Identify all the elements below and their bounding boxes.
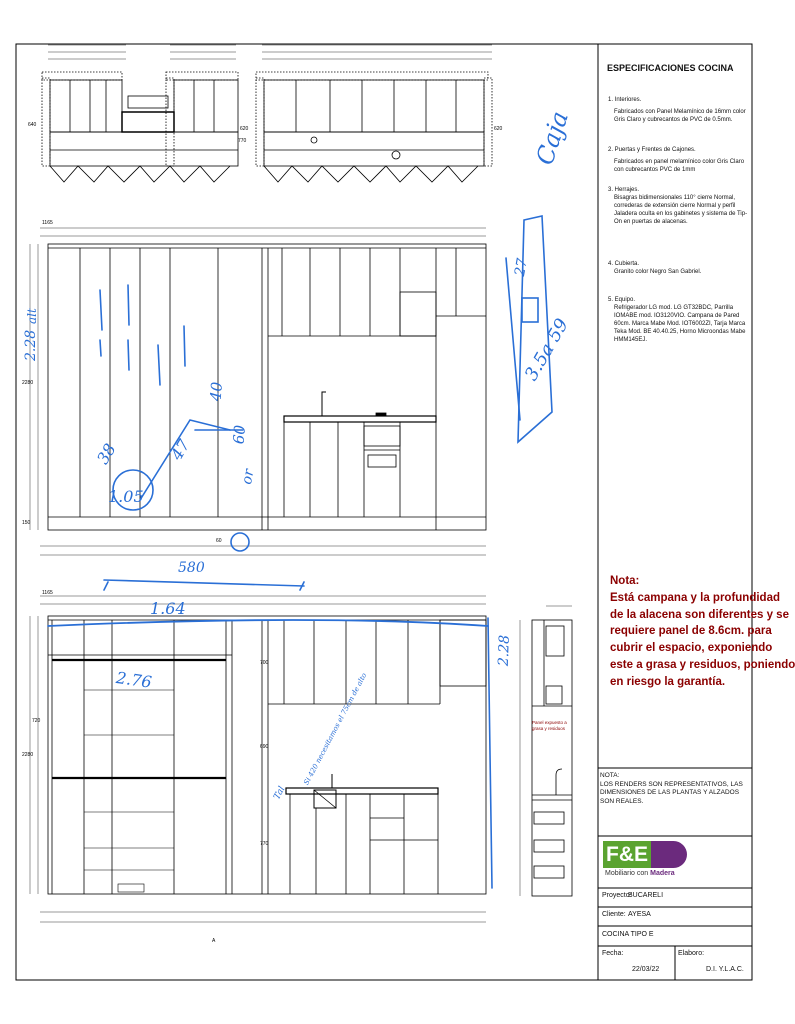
svg-text:38: 38 (93, 440, 120, 468)
spec-heading: 5. Equipo. (608, 297, 636, 303)
spec-body: Refrigerador LG mod. LG GT32BDC, Parrilla IOMABE mod. IO3120VIO. Campana de Pared 60cm. Marca Mabe Mod. IOT6002ZI, Tarja Marca Teka Mod. BE 40.40.25, Horno Microondas Mabe HMM145EJ. (614, 305, 746, 343)
svg-text:2.76: 2.76 (114, 667, 153, 692)
spec-heading: 4. Cubierta. (608, 261, 640, 267)
svg-text:690: 690 (260, 744, 269, 750)
warning-line: requiere panel de 8.6cm. para (610, 625, 772, 638)
svg-text:2280: 2280 (22, 380, 34, 386)
renders-note-body: LOS RENDERS SON REPRESENTATIVOS, LAS DIMENSIONES DE LAS PLANTAS Y ALZADOS SON REALES. (600, 780, 743, 805)
svg-text:60: 60 (229, 424, 250, 445)
svg-text:Tal: Tal (272, 784, 288, 802)
svg-text:580: 580 (178, 560, 205, 576)
project-label: Proyecto: (602, 892, 632, 899)
author-value: D.I. Y.L.A.C. (706, 966, 744, 973)
renders-note-heading: NOTA: (600, 772, 620, 779)
date-label: Fecha: (602, 950, 624, 957)
warning-line: cubrir el espacio, exponiendo (610, 642, 773, 655)
svg-text:alt: alt (25, 308, 39, 324)
spec-section-5 (608, 296, 750, 344)
handwritten-labels (23, 108, 574, 802)
svg-text:40: 40 (206, 381, 227, 402)
svg-text:Caja: Caja (530, 107, 575, 169)
svg-text:620: 620 (494, 126, 503, 132)
warning-line: en riesgo la garantía. (610, 675, 726, 688)
renders-note (600, 772, 750, 806)
spec-section-1 (608, 96, 750, 124)
elevation-top-left (22, 220, 486, 555)
svg-text:27: 27 (512, 257, 531, 278)
svg-text:620: 620 (240, 126, 249, 132)
svg-text:60: 60 (216, 538, 222, 544)
client-label: Cliente: (602, 911, 626, 918)
spec-body: Fabricados en panel melamínico color Gris Claro con cubrecantos PVC de 1mm (614, 159, 745, 173)
client-value: AYESA (628, 911, 651, 918)
warning-line: este a grasa y residuos, poniendo (610, 658, 795, 671)
spec-section-4 (608, 260, 750, 276)
warning-line: de la alacena son diferentes y se (610, 608, 789, 621)
svg-text:700: 700 (260, 660, 269, 666)
spec-body: Bisagras bidimensionales 110° cierre Normal, correderas de extensión cierre Normal y perfil Jaladera oculta en los gabinetes y sistema de Tip-On en puertas de alacenas. (614, 195, 748, 225)
svg-text:2.28: 2.28 (23, 329, 39, 361)
svg-text:2280: 2280 (22, 752, 34, 758)
logo-mark: F&E (603, 841, 651, 868)
floor-plan (28, 45, 503, 182)
svg-text:770: 770 (260, 841, 269, 847)
svg-text:or: or (239, 467, 258, 486)
svg-text:1165: 1165 (42, 220, 53, 226)
svg-text:2.28: 2.28 (495, 634, 513, 667)
spec-section-2 (608, 146, 750, 174)
author-label: Elaboro: (678, 950, 705, 957)
svg-text:47: 47 (166, 436, 194, 464)
svg-text:770: 770 (238, 138, 247, 144)
svg-text:3.5a 59: 3.5a 59 (520, 315, 573, 385)
spec-section-3 (608, 186, 750, 226)
specs-title: ESPECIFICACIONES COCINA (607, 63, 734, 73)
project-value: BUCARELI (628, 892, 664, 899)
spec-heading: 2. Puertas y Frentes de Cajones. (608, 147, 696, 153)
warning-note (610, 573, 795, 691)
svg-text:1165: 1165 (42, 590, 53, 596)
company-logo (603, 841, 683, 881)
warning-line: Nota: (610, 575, 640, 587)
tagline-bold: Madera (650, 870, 675, 877)
svg-text:A: A (212, 938, 216, 944)
spec-body: Granito color Negro San Gabriel. (614, 269, 702, 275)
svg-text:1.64: 1.64 (150, 599, 186, 618)
kitchen-type: COCINA TIPO E (602, 931, 654, 938)
svg-text:720: 720 (32, 718, 41, 724)
logo-shape (649, 841, 687, 868)
handwritten-annotations (48, 216, 552, 888)
spec-body: Fabricados con Panel Melamínico de 16mm color Gris Claro y cubrecantos de PVC de 0.5mm. (614, 109, 746, 123)
warning-line: Está campana y la profundidad (610, 591, 780, 604)
panel-exposed-note: Panel expuesto a grasa y residuos (532, 720, 567, 731)
side-section (520, 606, 572, 896)
tagline-text: Mobiliario con (605, 870, 651, 877)
svg-text:Si 420 necesitamos el 75cm de: Si 420 necesitamos el 75cm de alto (302, 671, 369, 787)
svg-text:1.05: 1.05 (108, 487, 144, 506)
date-value: 22/03/22 (632, 966, 660, 973)
elevation-bottom-left (22, 590, 486, 944)
spec-heading: 3. Herrajes. (608, 187, 640, 193)
logo-tagline (605, 870, 675, 877)
spec-heading: 1. Interiores. (608, 97, 642, 103)
svg-text:150: 150 (22, 520, 31, 526)
svg-text:640: 640 (28, 122, 37, 128)
